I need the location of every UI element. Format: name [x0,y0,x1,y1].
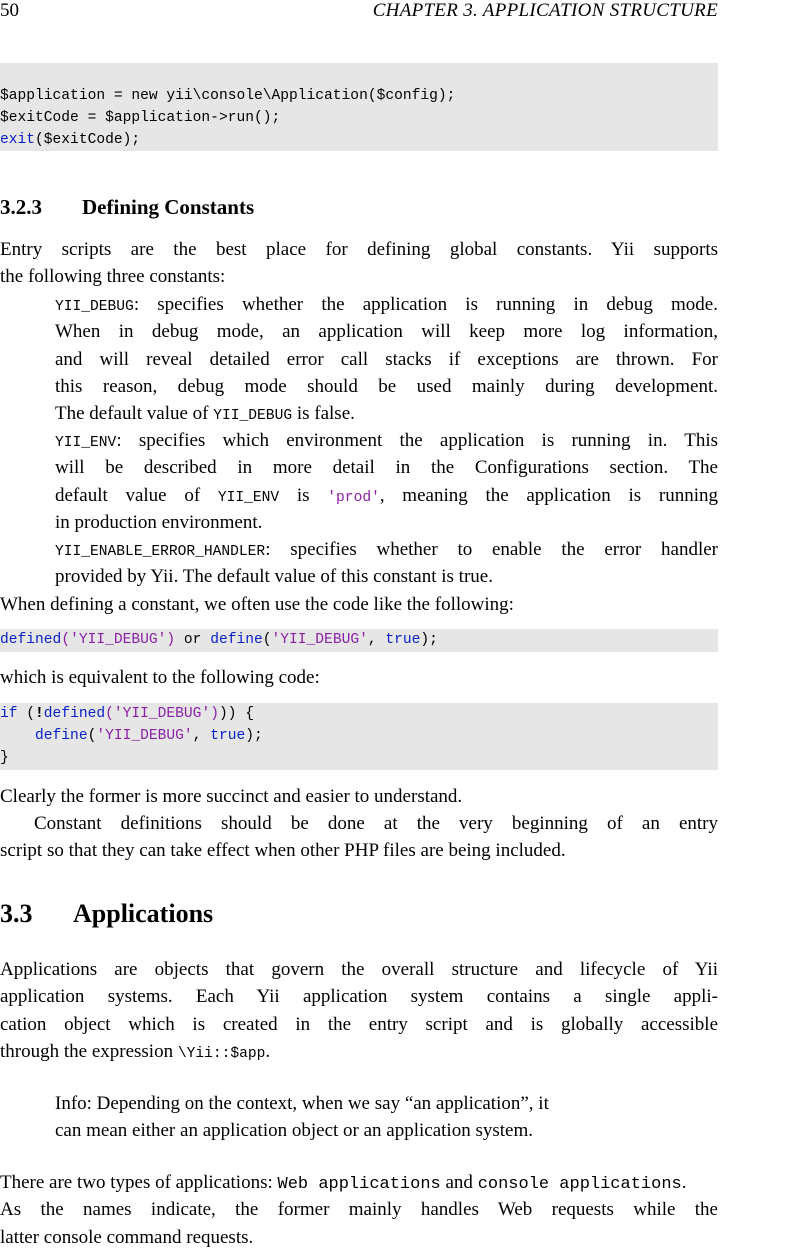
code-text: or [175,632,211,648]
code-keyword: define [210,632,263,648]
text-line: script so that they can take effect when other PHP files are being included. [0,840,566,862]
code-keyword: define [35,728,88,744]
code-block-if-defined [0,703,718,770]
text-line: will be described in more detail in the Configurations section. The [55,457,718,479]
yii-error-handler-item [55,536,718,591]
inline-code: \Yii::$app [177,1045,266,1062]
text-line: the following three constants: [0,266,226,288]
text-line: cation object which is created in the entry script and is globally accessible [0,1013,718,1035]
code-operator: ! [35,706,44,722]
text-span: . [681,1172,687,1193]
page-number: 50 [0,0,19,21]
text-line: latter console command requests. [0,1226,254,1248]
text-line: provided by Yii. The default value of this constant is true. [55,566,493,588]
string-literal: 'prod' [327,489,380,506]
section-number: 3.3 [0,899,33,928]
text-span: : specifies whether to enable the error handler [265,539,718,560]
inline-code: console applications [477,1175,682,1194]
text-line [55,291,718,318]
info-note [55,1090,675,1145]
text-span: and [440,1172,478,1193]
text-line [55,427,718,454]
text-line: When defining a constant, we often use the code like the following: [0,594,514,615]
chapter-title: CHAPTER 3. APPLICATION STRUCTURE [372,0,718,21]
code-line: } [0,750,9,766]
code-text: ( [262,632,272,648]
text-span: , meaning the application is running [379,484,718,506]
code-line [0,725,718,747]
text-span: is [279,484,328,506]
text-span: through the expression [0,1040,178,1062]
text-span: . [265,1040,271,1062]
running-header [0,0,718,23]
text-line [55,400,718,427]
text-line [55,536,718,563]
constant-name: YII_ENABLE_ERROR_HANDLER [55,544,266,560]
code-keyword: true [385,632,421,648]
code-keyword: exit [0,132,36,148]
section-heading-3-2-3 [0,194,254,221]
text-line: can mean either an application object or an application system. [55,1120,533,1142]
text-line [0,1038,718,1065]
code-string: 'YII_DEBUG' [96,728,193,744]
code-text: ( [17,706,36,722]
constant-name: YII_DEBUG [213,408,293,425]
code-indent [0,728,35,744]
code-text: ); [245,728,263,744]
text-line: this reason, debug mode should be used mainly during development. [55,375,718,397]
when-defining-paragraph [0,591,718,618]
text-line [0,1169,792,1196]
code-keyword: true [210,728,246,744]
code-text: ($exitCode); [35,132,141,148]
text-line [55,482,718,509]
text-span: default value of [55,484,218,506]
code-block-console [0,63,718,151]
equivalent-paragraph [0,664,718,691]
yii-debug-item [55,291,718,427]
text-line: in production environment. [55,511,263,533]
text-span: : specifies whether the application is running in debug mode. [133,294,718,315]
code-line: $application = new yii\console\Application($config); [0,88,456,104]
text-line: Clearly the former is more succinct and easier to understand. [0,786,463,807]
code-line [0,129,718,151]
text-span: : specifies which environment the application is running in. This [116,430,718,451]
text-span: There are two types of applications: [0,1172,278,1193]
section-heading-3-3 [0,900,213,927]
text-line: Entry scripts are the best place for defining global constants. Yii supports [0,239,718,260]
code-line [0,703,718,725]
code-block-defined [0,629,718,652]
code-string: ('YII_DEBUG') [61,632,176,648]
text-line: When in debug mode, an application will keep more log information, [55,321,718,343]
code-string: ('YII_DEBUG') [105,706,219,722]
code-keyword: defined [43,706,106,722]
code-line [0,629,718,651]
text-line: As the names indicate, the former mainly handles Web requests while the [0,1199,718,1221]
constant-name: YII_ENV [217,489,280,506]
code-keyword: defined [0,632,62,648]
code-text: ( [87,728,97,744]
applications-paragraph [0,956,718,1065]
code-text: )) { [218,706,254,722]
yii-env-item [55,427,718,536]
text-line: application systems. Each Yii application system contains a single appli- [0,986,718,1008]
code-text: , [192,728,211,744]
text-line: Constant definitions should be done at the very beginning of an entry [34,813,718,834]
text-line: which is equivalent to the following code: [0,667,320,688]
code-keyword: if [0,706,18,722]
intro-paragraph [0,236,718,291]
inline-code: Web applications [277,1175,441,1194]
constant-defs-paragraph [0,810,718,865]
constant-name: YII_ENV [55,435,117,451]
constant-name: YII_DEBUG [55,299,134,315]
clearly-paragraph [0,783,718,810]
section-number: 3.2.3 [0,195,42,219]
text-line: Applications are objects that govern the overall structure and lifecycle of Yii [0,959,718,980]
types-paragraph [0,1169,792,1251]
code-text: , [367,632,386,648]
code-line: $exitCode = $application->run(); [0,110,281,126]
code-text: ); [420,632,438,648]
text-line: and will reveal detailed error call stacks if exceptions are thrown. For [55,348,718,370]
text-span: The default value of [55,403,214,425]
text-line: Info: Depending on the context, when we say “an application”, it [55,1093,549,1114]
section-title: Applications [73,899,214,928]
code-string: 'YII_DEBUG' [271,632,368,648]
section-title: Defining Constants [82,195,255,219]
text-span: is false. [292,403,355,425]
